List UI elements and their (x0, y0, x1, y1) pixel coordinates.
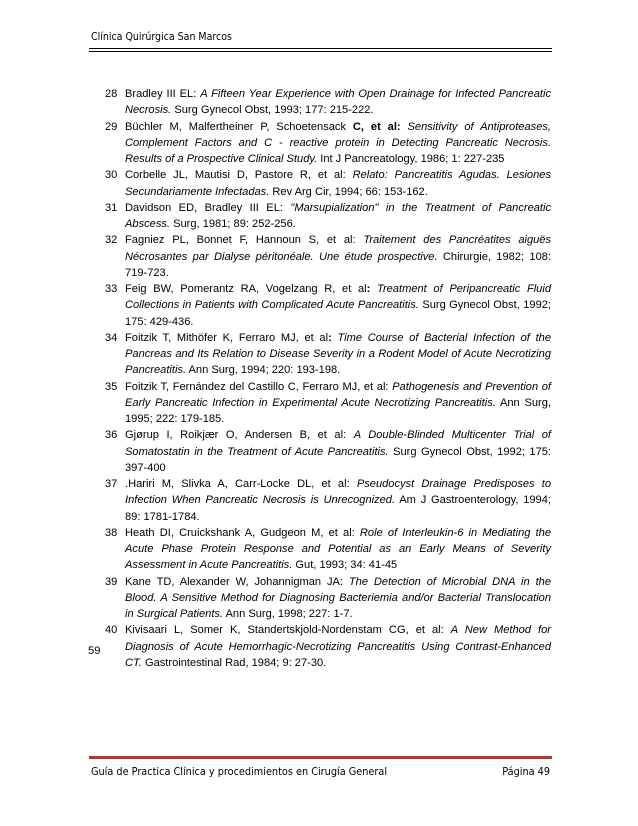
reference-source: Surg, 1981; 89: 252-256. (170, 218, 296, 230)
reference-authors: Davidson ED, Bradley III EL: (125, 201, 291, 214)
reference-authors-bold: : (366, 283, 371, 295)
reference-title: The Detection of Microbial DNA in the Blood. A Sensitive Method for Diagnosing Bacteriemia and/or Bacterial Translocation in Surgical Patients. (125, 575, 551, 620)
reference-source: Int J Pancreatology, 1986; 1: 227-235 (317, 153, 505, 165)
reference-item (105, 427, 551, 476)
footer-document-title: Guía de Practica Clínica y procedimientos en Cirugía General (91, 765, 388, 778)
page-header-title: Clínica Quirúrgica San Marcos (91, 31, 232, 43)
reference-source: Surg Gynecol Obst, 1992; 175: 397-400 (125, 445, 552, 474)
reference-authors: Bradley III EL: (125, 88, 201, 100)
reference-source: Gastrointestinal Rad, 1984; 9: 27-30. (141, 656, 327, 669)
reference-number: 32 (105, 234, 118, 247)
reference-authors: Corbelle JL, Mautisi D, Pastore R, et al: (125, 169, 353, 182)
reference-authors-bold: C, et al: (352, 120, 401, 133)
reference-source: Am J Gastroenterology, 1994; 89: 1781-1784. (125, 494, 551, 523)
reference-title: Sensitivity of Antiproteases, Complement Factors and C - reactive protein in Detecting Pancreatic Necrosis. Results of a Prospective Clinical Study. (125, 120, 551, 165)
footer-rule (89, 756, 552, 759)
reference-source: Ann Surg, 1995; 222: 179-185. (125, 396, 551, 425)
reference-item (105, 330, 551, 379)
reference-list (105, 86, 551, 671)
reference-item (105, 167, 551, 200)
reference-title: Pseudocyst Drainage Predisposes to Infection When Pancreatic Necrosis is Unrecognized. (125, 478, 552, 507)
header-rule-secondary (89, 51, 552, 52)
reference-authors: Heath DI, Cruickshank A, Gudgeon M, et al: (125, 526, 360, 539)
reference-item (105, 232, 551, 281)
header-rule (89, 48, 552, 49)
reference-title: Treatment of Peripancreatic Fluid Collections in Patients with Complicated Acute Pancreatitis. (125, 283, 551, 312)
reference-number: 36 (105, 429, 118, 442)
reference-authors: .Hariri M, Slivka A, Carr-Locke DL, et al: (125, 478, 357, 490)
reference-authors: Kane TD, Alexander W, Johannigman JA: (125, 575, 349, 588)
reference-source: Surg Gynecol Obst, 1993; 177: 215-222. (171, 104, 374, 117)
reference-source: Chirurgie, 1982; 108: 719-723. (125, 250, 551, 279)
reference-source: Ann Surg, 1998; 227: 1-7. (223, 608, 353, 620)
reference-number: 33 (105, 283, 118, 295)
reference-authors-bold: : (328, 331, 332, 344)
reference-authors: Foitzik T, Fernández del Castillo C, Ferraro MJ, et al: (125, 380, 393, 393)
reference-title: Time Course of Bacterial Infection of the Pancreas and Its Relation to Disease Severity in a Rodent Model of Acute Necrotizing Pancreatitis. (125, 331, 551, 377)
reference-item (105, 379, 551, 428)
reference-title: "Marsupialization" in the Treatment of Pancreatic Abscess. (125, 201, 552, 230)
reference-item (105, 86, 551, 119)
reference-source: Rev Arg Cir, 1994; 66: 153-162. (269, 185, 428, 198)
body-page-number: 59 (88, 645, 101, 657)
reference-title: A Fifteen Year Experience with Open Drainage for Infected Pancreatic Necrosis. (125, 88, 551, 117)
reference-number: 35 (105, 380, 118, 393)
reference-authors: Büchler M, Malfertheiner P, Schoetensack (125, 120, 353, 133)
reference-number: 37 (105, 478, 118, 490)
reference-number: 29 (105, 120, 118, 133)
reference-item (105, 200, 551, 233)
reference-source: Surg Gynecol Obst, 1992; 175: 429-436. (125, 299, 551, 328)
reference-item (105, 525, 551, 574)
reference-source: Ann Surg, 1994; 220: 193-198. (186, 364, 341, 377)
reference-title: Role of Interleukin-6 in Mediating the Acute Phase Protein Response and Potential as an Early Means of Severity Assessment in Acute Pancreatitis. (125, 526, 551, 572)
reference-number: 28 (105, 88, 118, 100)
reference-number: 34 (105, 331, 118, 344)
reference-title: Relato: Pancreatitis Agudas. Lesiones Secundariamente Infectadas. (125, 169, 551, 198)
reference-number: 38 (105, 526, 118, 539)
reference-item (105, 622, 551, 671)
reference-item (105, 281, 551, 330)
reference-title: A Double-Blinded Multicenter Trial of Somatostatin in the Treatment of Acute Pancreatitis. (125, 429, 551, 458)
reference-title: A New Method for Diagnosis of Acute Hemorrhagic-Necrotizing Pancreatitis Using Contrast-Enhanced CT. (125, 624, 551, 669)
reference-number: 31 (105, 201, 118, 214)
reference-source: Gut, 1993; 34: 41-45 (292, 559, 398, 572)
reference-authors: Foitzik T, Mithöfer K, Ferraro MJ, et al (125, 331, 329, 344)
reference-item (105, 476, 551, 525)
reference-authors: Gjørup I, Roikjær O, Andersen B, et al: (125, 429, 354, 442)
reference-title: Pathogenesis and Prevention of Early Pancreatic Infection in Experimental Acute Necrotizing Pancreatitis. (125, 380, 551, 409)
reference-title: Traitement des Pancréatites aiguës Nécrosantes par Dialyse péritonéale. Une étude prospective. (125, 234, 552, 263)
reference-number: 39 (105, 575, 118, 588)
reference-item (105, 574, 551, 623)
reference-authors: Fagniez PL, Bonnet F, Hannoun S, et al: (125, 234, 364, 247)
reference-number: 40 (105, 624, 118, 637)
reference-number: 30 (105, 169, 118, 182)
reference-authors: Feig BW, Pomerantz RA, Vogelzang R, et al (125, 283, 367, 295)
footer-page-number: Página 49 (502, 765, 550, 778)
reference-authors: Kivisaari L, Somer K, Standertskjold-Nordenstam CG, et al: (125, 624, 451, 637)
reference-item (105, 119, 551, 168)
